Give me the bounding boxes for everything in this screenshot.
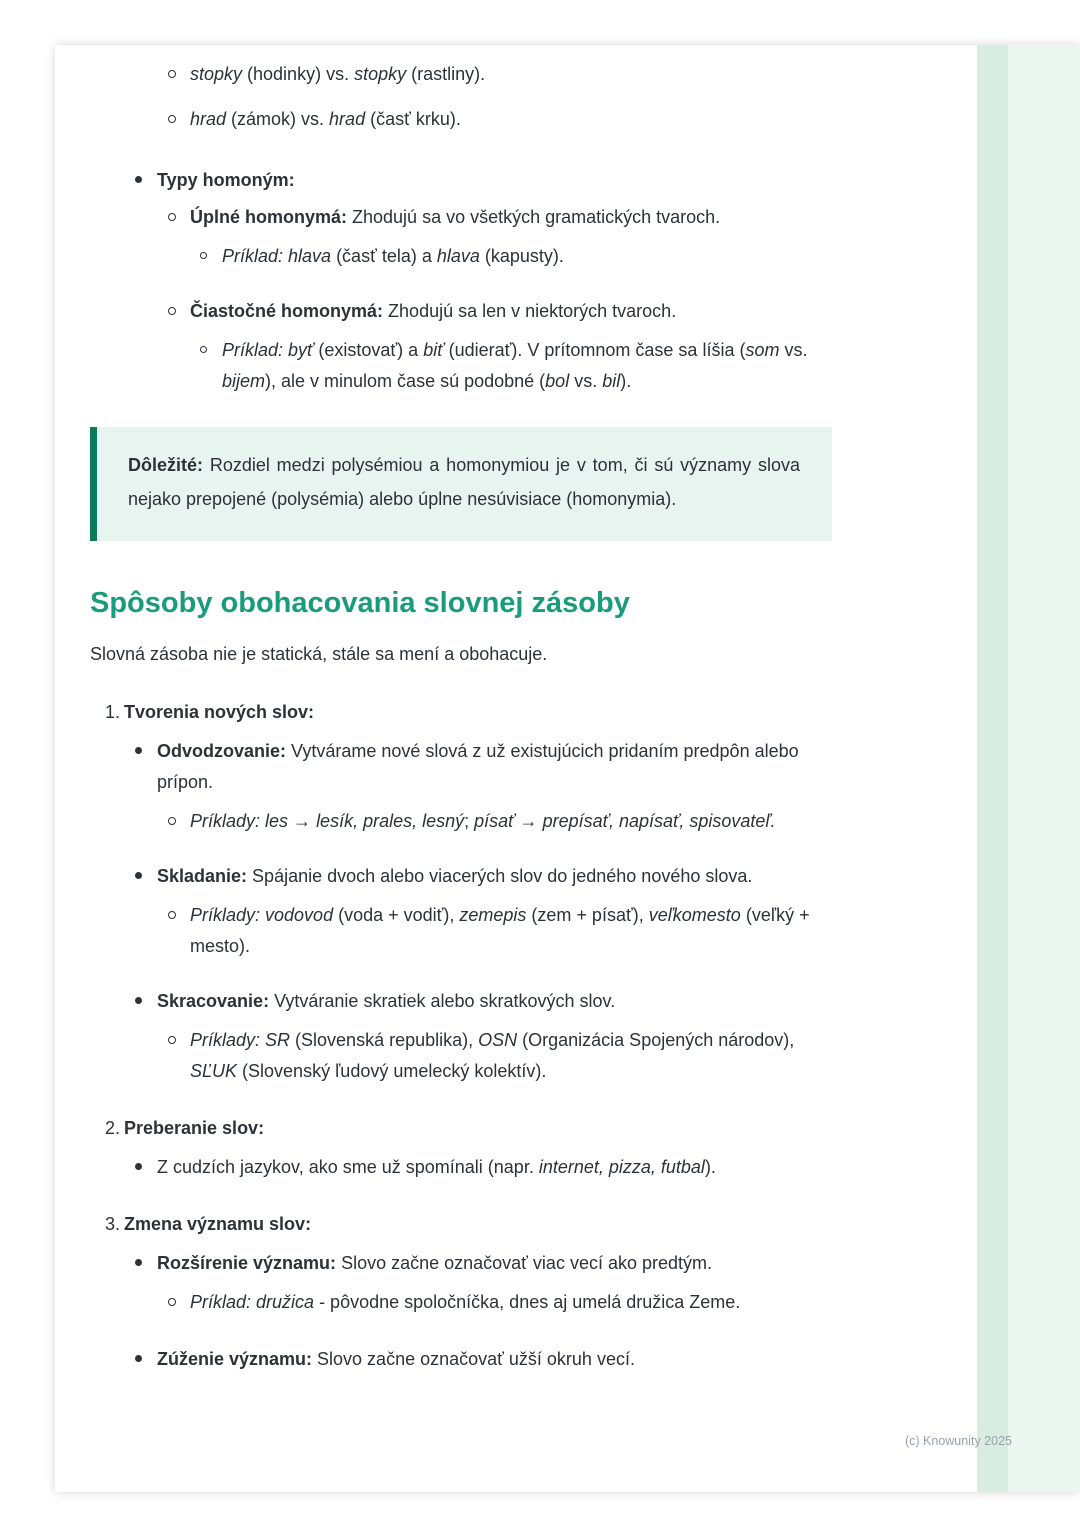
list-item-rozsirenie xyxy=(90,1248,832,1279)
bullet-icon xyxy=(135,1259,142,1266)
item-text: Skladanie: Spájanie dvoch alebo viacerých slov do jedného nového slova. xyxy=(157,866,753,887)
item-text: Zúženie významu: Slovo začne označovať užší okruh vecí. xyxy=(157,1348,635,1369)
list-item-priklad-druzica xyxy=(90,1287,832,1318)
item-text: Príklady: les → lesík, prales, lesný; písať → prepísať, napísať, spisovateľ. xyxy=(190,811,776,832)
bullet-icon xyxy=(135,1355,142,1362)
ordered-item-number: 3. xyxy=(105,1213,121,1234)
item-text: Tvorenia nových slov: xyxy=(124,702,315,723)
bullet-icon xyxy=(135,747,142,754)
item-text: hrad (zámok) vs. hrad (časť krku). xyxy=(190,108,461,129)
item-text: Skracovanie: Vytváranie skratiek alebo skratkových slov. xyxy=(157,990,616,1011)
circle-bullet-icon xyxy=(168,70,176,78)
ordered-item-2 xyxy=(90,1113,832,1144)
list-item-priklad-byt xyxy=(90,335,832,397)
item-text: Čiastočné homonymá: Zhodujú sa len v niektorých tvaroch. xyxy=(190,300,677,321)
item-text: Príklady: SR (Slovenská republika), OSN (Organizácia Spojených národov), SĽUK (Slovenský ľudový umelecký kolektív). xyxy=(190,1029,795,1081)
callout-text: Dôležité: Rozdiel medzi polysémiou a homonymiou je v tom, či sú významy slova nejako prepojené (polysémia) alebo úplne nesúvisiace (homonymia). xyxy=(128,454,800,509)
circle-bullet-icon xyxy=(168,213,176,221)
bullet-icon xyxy=(135,872,142,879)
list-item-hrad xyxy=(90,104,832,135)
bullet-icon xyxy=(135,176,142,183)
list-item-skladanie xyxy=(90,861,832,892)
bullet-icon xyxy=(135,997,142,1004)
item-text: Príklad: družica - pôvodne spoločníčka, dnes aj umelá družica Zeme. xyxy=(190,1291,741,1312)
item-text: Preberanie slov: xyxy=(124,1117,265,1138)
item-text: stopky (hodinky) vs. stopky (rastliny). xyxy=(190,64,486,84)
list-item-skracovanie xyxy=(90,986,832,1017)
list-item-cudzie-jazyky xyxy=(90,1152,832,1183)
section-heading: Spôsoby obohacovania slovnej zásoby xyxy=(90,587,630,619)
list-item-priklady-sr xyxy=(90,1025,832,1087)
item-text: Typy homoným: xyxy=(157,169,295,190)
list-item-ciastocne-homonyma xyxy=(90,296,832,327)
circle-bullet-icon xyxy=(168,1298,176,1306)
document-page xyxy=(55,45,1080,1492)
intro-paragraph: Slovná zásoba nie je statická, stále sa mení a obohacuje. xyxy=(90,644,548,665)
item-text: Zmena významu slov: xyxy=(124,1213,312,1234)
list-item-priklad-hlava xyxy=(90,241,832,272)
circle-bullet-icon xyxy=(168,115,176,123)
callout-important xyxy=(90,427,832,541)
circle-bullet-icon xyxy=(168,1036,176,1044)
list-item-odvodzovanie xyxy=(90,736,832,798)
list-item-zuzenie xyxy=(90,1344,832,1375)
list-item-uplne-homonyma xyxy=(90,202,832,233)
page-stripe-light xyxy=(1008,45,1080,1492)
page-stripe-dark xyxy=(977,45,1008,1492)
footer-copyright: (c) Knowunity 2025 xyxy=(904,1433,1012,1448)
ordered-item-number: 2. xyxy=(105,1117,121,1138)
circle-bullet-icon xyxy=(168,911,176,919)
list-item-priklady-les xyxy=(90,806,832,837)
item-text: Príklady: vodovod (voda + vodiť), zemepis (zem + písať), veľkomesto (veľký + mesto). xyxy=(190,904,810,956)
item-text: Rozšírenie významu: Slovo začne označovať viac vecí ako predtým. xyxy=(157,1252,712,1273)
bullet-icon xyxy=(135,1163,142,1170)
item-text: Príklad: hlava (časť tela) a hlava (kapusty). xyxy=(222,245,564,266)
circle-bullet-icon xyxy=(168,307,176,315)
circle-bullet-icon xyxy=(200,252,207,259)
ordered-item-1 xyxy=(90,697,832,728)
circle-bullet-icon xyxy=(168,817,176,825)
ordered-item-number: 1. xyxy=(105,702,121,723)
list-item-stopky xyxy=(90,59,832,90)
item-text: Príklad: byť (existovať) a biť (udierať). V prítomnom čase sa líšia (som vs. bijem), ale v minulom čase sú podobné (bol vs. bil). xyxy=(222,339,808,391)
item-text: Odvodzovanie: Vytvárame nové slová z už existujúcich pridaním predpôn alebo prípon. xyxy=(157,741,799,793)
list-item-priklady-vodovod xyxy=(90,900,832,962)
circle-bullet-icon xyxy=(200,346,207,353)
item-text: Z cudzích jazykov, ako sme už spomínali (napr. internet, pizza, futbal). xyxy=(157,1156,716,1177)
ordered-item-3 xyxy=(90,1209,832,1240)
page-content xyxy=(90,59,832,1374)
list-item-typy-homonym xyxy=(90,165,832,196)
item-text: Úplné homonymá: Zhodujú sa vo všetkých gramatických tvaroch. xyxy=(190,206,721,227)
